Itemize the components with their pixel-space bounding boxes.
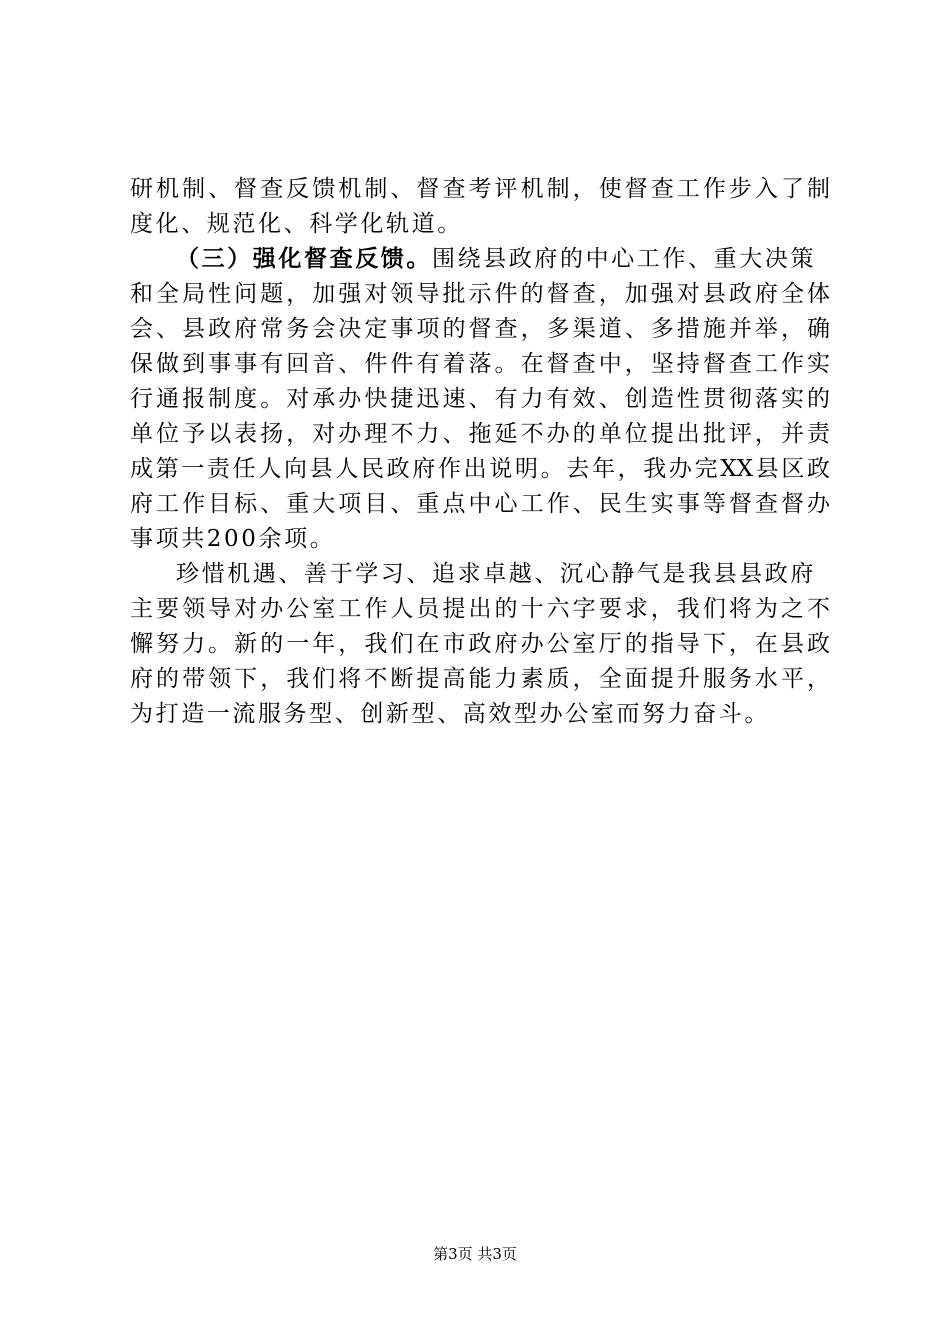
page-number: 第3页 共3页 <box>433 1245 517 1263</box>
page-footer <box>0 1244 950 1264</box>
text-span: 围绕县政府的中心工作、重大决策 <box>432 246 816 272</box>
section-heading: （三）强化督查反馈。 <box>176 246 432 272</box>
text-line: 事项共200余项。 <box>130 526 336 552</box>
text-line: 行通报制度。对承办快捷迅速、有力有效、创造性贯彻落实的 <box>130 386 830 412</box>
text-line: 度化、规范化、科学化轨道。 <box>130 211 463 237</box>
text-line: 和全局性问题，加强对领导批示件的督查，加强对县政府全体 <box>130 281 830 307</box>
text-line: 府的带领下，我们将不断提高能力素质，全面提升服务水平， <box>130 666 830 692</box>
text-line: 保做到事事有回音、件件有着落。在督查中，坚持督查工作实 <box>130 351 830 377</box>
text-line: 单位予以表扬，对办理不力、拖延不办的单位提出批评，并责 <box>130 421 830 447</box>
text-line: 懈努力。新的一年，我们在市政府办公室厅的指导下，在县政 <box>130 631 830 657</box>
text-line <box>130 242 830 277</box>
text-line: 为打造一流服务型、创新型、高效型办公室而努力奋斗。 <box>130 701 770 727</box>
text-line: 府工作目标、重大项目、重点中心工作、民生实事等督查督办 <box>130 491 830 517</box>
text-line: 会、县政府常务会决定事项的督查，多渠道、多措施并举，确 <box>130 316 830 342</box>
document-body <box>130 172 830 732</box>
text-line: 研机制、督查反馈机制、督查考评机制，使督查工作步入了制 <box>130 176 830 202</box>
text-line: 珍惜机遇、善于学习、追求卓越、沉心静气是我县县政府 <box>176 561 816 587</box>
text-line: 成第一责任人向县人民政府作出说明。去年，我办完XX县区政 <box>130 456 830 482</box>
text-line: 主要领导对办公室工作人员提出的十六字要求，我们将为之不 <box>130 596 830 622</box>
